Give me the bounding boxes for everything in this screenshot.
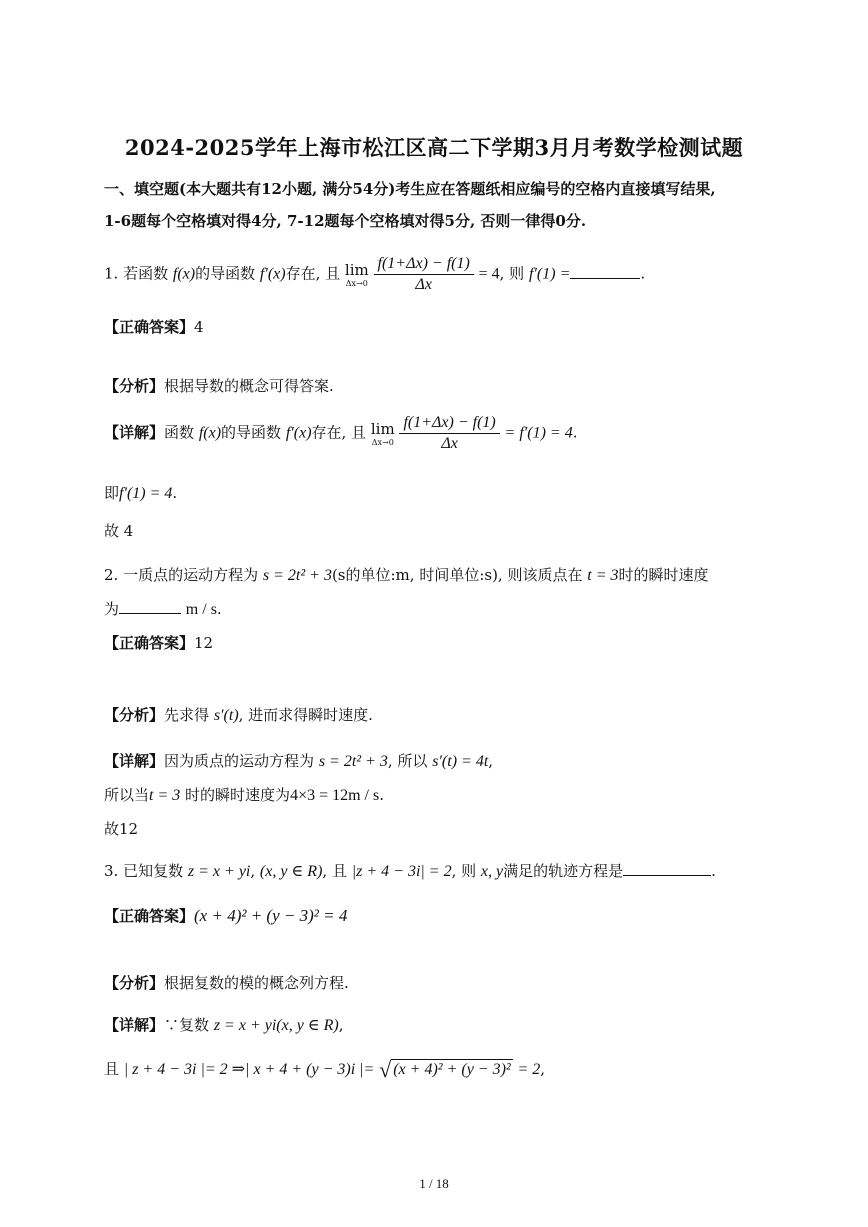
q2-analysis-math: s′(t) bbox=[213, 707, 239, 724]
q2-equation: s = 2t² + 3 bbox=[262, 567, 332, 584]
q1-gu-value: 4 bbox=[123, 522, 134, 540]
q1-number: 1. bbox=[104, 264, 124, 283]
q2-detail-equation: s = 2t² + 3 bbox=[318, 753, 388, 770]
q3-number: 3. bbox=[104, 862, 124, 880]
q2-answer-blank bbox=[119, 599, 181, 614]
q3-detail-2 bbox=[104, 1058, 545, 1081]
q3-answer bbox=[104, 905, 347, 926]
q1-gu: 故 bbox=[104, 522, 120, 540]
q2-analysis-text-2: , 进而求得瞬时速度. bbox=[238, 706, 373, 724]
q2-detail-t: t = 3 bbox=[149, 787, 181, 804]
q3-end: . bbox=[711, 862, 716, 880]
section-heading-line1: 一、填空题(本大题共有12小题, 满分54分)考生应在答题纸相应编号的空格内直接填写结果, bbox=[104, 180, 716, 198]
q1-detail-fx: f(x) bbox=[198, 424, 222, 442]
q3-answer-value: (x + 4)² + (y − 3)² = 4 bbox=[194, 906, 348, 925]
answer-label: 【正确答案】 bbox=[104, 907, 195, 925]
detail-label: 【详解】 bbox=[104, 1016, 165, 1034]
q3-text-1: 已知复数 bbox=[123, 862, 184, 880]
analysis-label: 【分析】 bbox=[104, 974, 165, 992]
q3-detail-line2-text: 且 bbox=[104, 1060, 120, 1078]
q1-fpx: f′(x) bbox=[259, 265, 286, 283]
q3-detail-line2-end: , bbox=[540, 1060, 546, 1078]
q2-detail-line2-end: . bbox=[379, 786, 385, 804]
q1-detail-fpx: f′(x) bbox=[285, 424, 312, 442]
q2-detail-2 bbox=[104, 784, 384, 805]
q1-text-3: 存在, 且 bbox=[285, 264, 341, 283]
q2-stem bbox=[104, 564, 709, 585]
q2-detail-line2-text-2: 时的瞬时速度为 bbox=[185, 786, 291, 804]
page-title: 2024-2025学年上海市松江区高二下学期3月月考数学检测试题 bbox=[124, 135, 744, 160]
q2-detail-text-2: , 所以 bbox=[387, 752, 428, 770]
q1-answer bbox=[104, 316, 204, 337]
q3-text-4: , 则 bbox=[451, 862, 477, 880]
q1-answer-blank bbox=[570, 264, 640, 279]
q2-t-value: t = 3 bbox=[587, 567, 619, 584]
q3-sqrt-radicand: (x + 4)² + (y − 3)² bbox=[391, 1059, 513, 1081]
q2-gu: 故 bbox=[104, 820, 120, 838]
q2-unit: m / s bbox=[185, 601, 217, 618]
q2-final bbox=[104, 818, 138, 839]
q3-sqrt: √ (x + 4)² + (y − 3)² bbox=[379, 1057, 511, 1082]
q3-analysis bbox=[104, 972, 349, 993]
q1-then-end: . bbox=[172, 484, 178, 502]
q1-then: 即 bbox=[104, 484, 120, 502]
q2-detail-calc: 4×3 = 12m / s bbox=[290, 787, 380, 804]
q3-text-3: , 且 bbox=[322, 862, 347, 880]
q2-text-4: 为 bbox=[104, 600, 120, 618]
q1-detail-end: . bbox=[572, 423, 578, 442]
q3-condition: (x, y ∈ R) bbox=[259, 863, 323, 880]
q2-analysis-text-1: 先求得 bbox=[164, 706, 210, 724]
q3-detail-end: , bbox=[338, 1016, 344, 1034]
q1-ask: f′(1) = bbox=[528, 265, 571, 283]
q2-detail-text-1: 因为质点的运动方程为 bbox=[164, 752, 315, 770]
q1-text-1: 若函数 bbox=[123, 264, 169, 283]
q3-z: z = x + yi bbox=[187, 863, 251, 880]
q3-detail-result: = 2 bbox=[517, 1061, 541, 1078]
q2-detail bbox=[104, 750, 493, 771]
q3-detail-text-1: ∵复数 bbox=[164, 1016, 210, 1034]
q2-gu-value: 12 bbox=[119, 820, 139, 838]
detail-label: 【详解】 bbox=[104, 423, 165, 442]
q3-text-5: 满足的轨迹方程是 bbox=[503, 862, 624, 880]
q3-analysis-text: 根据复数的模的概念列方程. bbox=[164, 974, 349, 992]
q2-text-2: (s的单位:m, 时间单位:s), 则该质点在 bbox=[331, 566, 583, 584]
page-number: 1 / 18 bbox=[419, 1176, 449, 1191]
q2-answer-value: 12 bbox=[194, 634, 214, 652]
q3-stem bbox=[104, 860, 716, 881]
q2-number: 2. bbox=[104, 566, 124, 584]
q2-answer bbox=[104, 632, 213, 653]
q1-detail-fraction: $\frac{f(1+\Delta x) - f(1)}{\Delta x}$ bbox=[399, 414, 499, 453]
q1-answer-value: 4 bbox=[194, 318, 204, 336]
section-heading-line2: 1-6题每个空格填对得4分, 7-12题每个空格填对得5分, 否则一律得0分. bbox=[104, 212, 587, 230]
q2-detail-line2-text-1: 所以当 bbox=[104, 786, 150, 804]
q1-stem bbox=[104, 255, 645, 294]
q1-final bbox=[104, 520, 133, 541]
q1-conclusion bbox=[104, 482, 177, 503]
detail-label: 【详解】 bbox=[104, 752, 165, 770]
q1-detail-text-2: 的导函数 bbox=[221, 423, 282, 442]
q3-text-2: , bbox=[250, 862, 256, 880]
q3-detail bbox=[104, 1014, 344, 1035]
q1-text-4: , 则 bbox=[499, 264, 525, 283]
q2-detail-end: , bbox=[488, 752, 494, 770]
q2-detail-derivative: s′(t) = 4t bbox=[432, 753, 489, 770]
analysis-label: 【分析】 bbox=[104, 706, 165, 724]
q3-xy: x, y bbox=[480, 863, 504, 880]
q1-detail-text-1: 函数 bbox=[164, 423, 195, 442]
q2-text-3: 时的瞬时速度 bbox=[618, 566, 709, 584]
q1-fraction: $\frac{f(1+\Delta x) - f(1)}{\Delta x}$ bbox=[374, 255, 474, 294]
q1-end: . bbox=[640, 264, 646, 283]
answer-label: 【正确答案】 bbox=[104, 634, 195, 652]
q2-end: . bbox=[216, 600, 222, 618]
q3-modulus: |z + 4 − 3i| = 2 bbox=[351, 863, 452, 880]
q3-detail-modulus: | z + 4 − 3i |= 2 ⇒| x + 4 + (y − 3)i |= bbox=[123, 1061, 375, 1078]
q3-answer-blank bbox=[623, 861, 711, 876]
analysis-label: 【分析】 bbox=[104, 377, 165, 395]
q1-then-math: f′(1) = 4 bbox=[119, 485, 173, 502]
q1-detail-text-3: 存在, 且 bbox=[311, 423, 367, 442]
q1-limit: lim Δx→0 bbox=[344, 261, 369, 288]
q1-detail-equation: = f′(1) = 4 bbox=[504, 424, 573, 442]
q1-text-2: 的导函数 bbox=[195, 264, 256, 283]
q1-analysis bbox=[104, 375, 334, 396]
q1-analysis-text: 根据导数的概念可得答案. bbox=[164, 377, 334, 395]
q3-detail-z: z = x + yi(x, y ∈ R) bbox=[213, 1017, 339, 1034]
answer-label: 【正确答案】 bbox=[104, 318, 195, 336]
q2-stem-2 bbox=[104, 598, 222, 619]
q1-equals: = 4 bbox=[478, 265, 500, 283]
q1-fx: f(x) bbox=[172, 265, 196, 283]
q2-text-1: 一质点的运动方程为 bbox=[123, 566, 259, 584]
q2-analysis bbox=[104, 704, 373, 725]
q1-detail bbox=[104, 414, 578, 453]
q1-detail-limit: lim Δx→0 bbox=[370, 420, 395, 447]
